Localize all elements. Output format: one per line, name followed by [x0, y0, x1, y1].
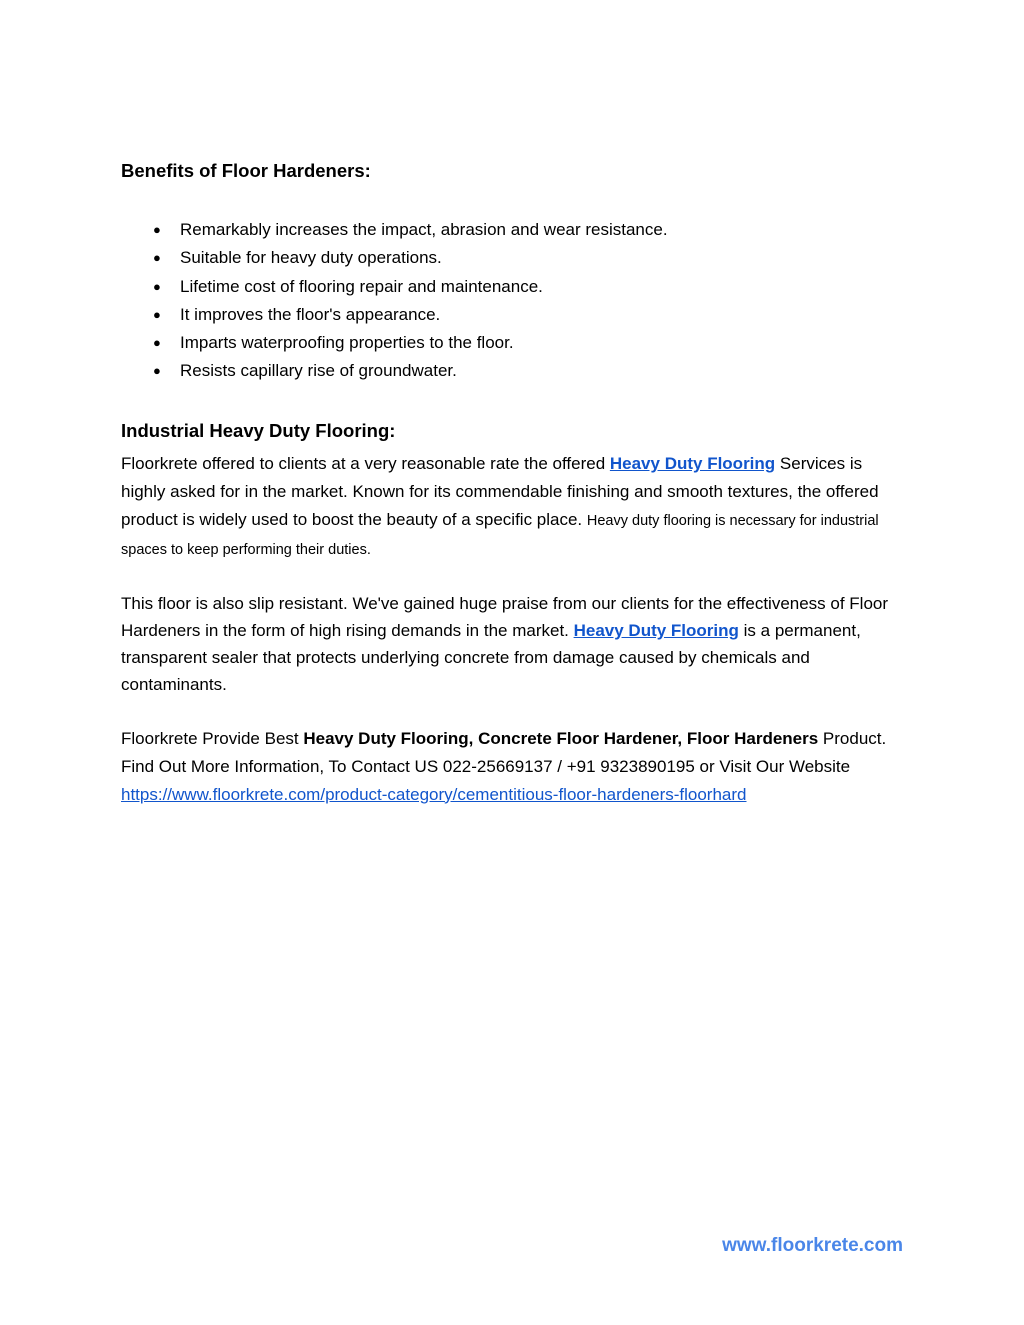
- list-item: [121, 273, 911, 301]
- list-item-text: Imparts waterproofing properties to the floor.: [180, 333, 514, 353]
- list-item: [121, 357, 911, 385]
- bullet-icon: ●: [153, 278, 161, 294]
- list-item-text: Resists capillary rise of groundwater.: [180, 361, 457, 381]
- heavy-duty-flooring-link[interactable]: Heavy Duty Flooring: [573, 620, 739, 640]
- list-item: [121, 216, 911, 244]
- paragraph-text: Services is highly asked for in the market. Known for its commendable finishing and smooth textures, the offered product is widely used to boost the beauty of a specific place.: [121, 453, 879, 529]
- paragraph-text: This floor is also slip resistant. We've gained huge praise from our clients for the effectiveness of Floor Hardeners in the form of high rising demands in the market.: [121, 593, 889, 640]
- heavy-duty-flooring-link[interactable]: Heavy Duty Flooring: [609, 453, 776, 473]
- benefits-list: [121, 216, 911, 386]
- industrial-paragraph-1: [121, 450, 911, 564]
- paragraph-text: Floorkrete Provide Best: [121, 728, 304, 748]
- paragraph-text: is a permanent, transparent sealer that protects underlying concrete from damage caused by chemicals and contaminants.: [121, 620, 861, 694]
- list-item: [121, 301, 911, 329]
- list-item-text: It improves the floor's appearance.: [180, 304, 441, 324]
- list-item-text: Suitable for heavy duty operations.: [180, 248, 442, 268]
- website-url-link[interactable]: https://www.floorkrete.com/product-category/cementitious-floor-hardeners-floorhard: [121, 784, 747, 804]
- industrial-paragraph-2: [121, 590, 911, 698]
- bullet-icon: ●: [153, 306, 161, 322]
- list-item-text: Lifetime cost of flooring repair and maintenance.: [180, 276, 543, 296]
- bullet-icon: ●: [153, 222, 161, 237]
- product-names: Heavy Duty Flooring, Concrete Floor Hardener, Floor Hardeners: [303, 728, 819, 748]
- list-item: [121, 244, 911, 272]
- bullet-icon: ●: [153, 363, 161, 379]
- list-item-text: Remarkably increases the impact, abrasion and wear resistance.: [180, 220, 668, 239]
- bullet-icon: ●: [153, 335, 161, 351]
- paragraph-text: Floorkrete offered to clients at a very reasonable rate the offered: [121, 453, 610, 473]
- benefits-heading: Benefits of Floor Hardeners:: [121, 160, 371, 181]
- industrial-heading: Industrial Heavy Duty Flooring:: [121, 419, 396, 441]
- bullet-icon: ●: [153, 250, 161, 266]
- paragraph-small-text: Heavy duty flooring is necessary for industrial spaces to keep performing their duties.: [121, 512, 879, 558]
- contact-paragraph: [121, 725, 911, 809]
- footer-website-link[interactable]: www.floorkrete.com: [722, 1235, 903, 1256]
- paragraph-text: Product. Find Out More Information, To Contact US 022-25669137 / +91 9323890195 or Visit Our Website: [121, 728, 887, 776]
- list-item: [121, 329, 911, 357]
- document-content: [121, 157, 911, 809]
